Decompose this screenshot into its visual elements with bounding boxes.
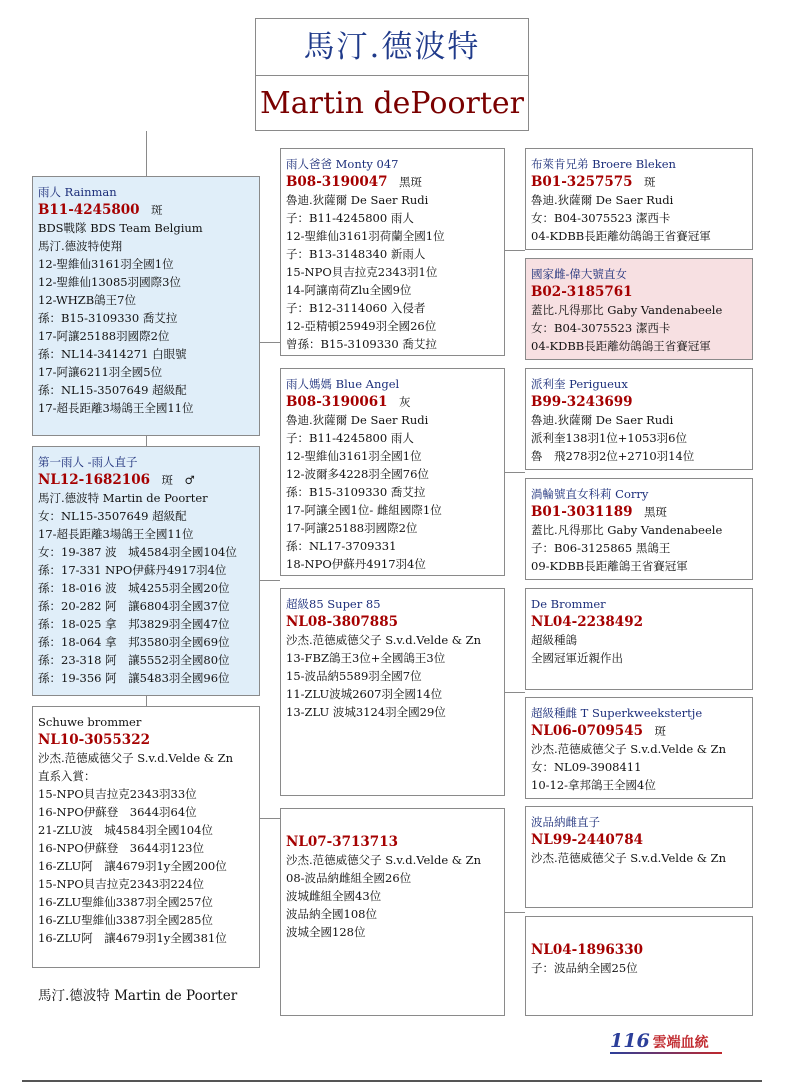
info-line: 孫：17-331 NPO伊蘇丹4917羽4位: [38, 563, 227, 577]
bird-name: 布萊肯兄弟 Broere Bleken: [531, 157, 676, 171]
info-line: 14-阿讓南荷Zlu全國9位: [286, 283, 412, 297]
info-line: 16-ZLU聖維仙3387羽全國285位: [38, 913, 213, 927]
info-line: 女：NL09-3908411: [531, 760, 642, 774]
logo-underline: [610, 1052, 722, 1054]
info-line: 孫：18-025 拿 邦3829羽全國47位: [38, 617, 230, 631]
ring-number: B99-3243699: [531, 394, 633, 410]
bird-name: 雨人 Rainman: [38, 185, 117, 199]
info-line: 蓋比.凡得那比 Gaby Vandenabeele: [531, 303, 723, 317]
pedigree-title: [255, 18, 529, 131]
info-line: 魯迪.狄薩爾 De Saer Rudi: [286, 193, 429, 207]
connector-line: [505, 912, 525, 913]
info-line: 孫：18-016 波 城4255羽全國20位: [38, 581, 230, 595]
ring-number: NL10-3055322: [38, 732, 150, 748]
info-line: 孫：23-318 阿 讓5552羽全國80位: [38, 653, 230, 667]
info-line: 曾孫：B15-3109330 喬艾拉: [286, 337, 437, 351]
ring-number: NL04-1896330: [531, 942, 643, 958]
dam-sire-box: [280, 588, 505, 796]
info-line: 13-ZLU 波城3124羽全國29位: [286, 705, 446, 719]
info-line: 16-NPO伊蘇登 3644羽64位: [38, 805, 197, 819]
info-line: 13-FBZ鴿王3位+全國鴿王3位: [286, 651, 446, 665]
sire-sire-box: [280, 148, 505, 356]
bird-name: 雨人媽媽 Blue Angel: [286, 377, 400, 391]
info-line: 16-NPO伊蘇登 3644羽123位: [38, 841, 204, 855]
title-chinese: 馬汀.德波特: [256, 19, 528, 76]
info-line: 魯 飛278羽2位+2710羽14位: [531, 449, 695, 463]
bird-name: Schuwe brommer: [38, 715, 142, 729]
ring-number: B02-3185761: [531, 284, 633, 300]
info-line: 魯迪.狄薩爾 De Saer Rudi: [531, 193, 674, 207]
info-line: 沙杰.范德威德父子 S.v.d.Velde & Zn: [531, 851, 727, 865]
info-line: 孫：18-064 拿 邦3580羽全國69位: [38, 635, 230, 649]
connector-line: [505, 472, 525, 473]
info-line: 18-NPO伊蘇丹4917羽4位: [286, 557, 426, 571]
info-line: BDS戰隊 BDS Team Belgium: [38, 221, 203, 235]
info-line: 沙杰.范德威德父子 S.v.d.Velde & Zn: [286, 633, 482, 647]
info-line: 17-超長距離3場鴿王全國11位: [38, 401, 194, 415]
info-line: 15-NPO貝吉拉克2343羽224位: [38, 877, 204, 891]
info-line: 女：B04-3075523 潔西卡: [531, 321, 671, 335]
info-line: 超級種鴿: [531, 633, 577, 647]
logo-number: 116: [610, 1030, 650, 1052]
dam-box: [32, 446, 260, 696]
info-line: 10-12-拿邦鴿王全國4位: [531, 778, 656, 792]
bird-name: 第一雨人 -雨人直子: [38, 455, 138, 469]
site-logo: [610, 1030, 709, 1058]
bird-name: 雨人爸爸 Monty 047: [286, 157, 399, 171]
info-line: 12-聖維仙13085羽國際3位: [38, 275, 181, 289]
dam-dam-box: [280, 808, 505, 1016]
dss-box: [525, 588, 753, 690]
info-line: 12-聖維仙3161羽全國1位: [38, 257, 174, 271]
bird-name: 波品納雌直子: [531, 815, 600, 829]
ring-number: NL04-2238492: [531, 614, 643, 630]
info-line: 15-NPO貝吉拉克2343羽33位: [38, 787, 197, 801]
ring-number: B01-3257575 斑: [531, 174, 656, 190]
info-line: 15-波品納5589羽全國7位: [286, 669, 422, 683]
info-line: 12-波爾多4228羽全國76位: [286, 467, 429, 481]
info-line: 魯迪.狄薩爾 De Saer Rudi: [286, 413, 429, 427]
ddd-box: [525, 916, 753, 1016]
connector-line: [260, 818, 280, 819]
sds-box: [525, 368, 753, 470]
bird-name: De Brommer: [531, 597, 606, 611]
ring-number: NL12-1682106 斑 ♂: [38, 472, 195, 488]
info-line: 魯迪.狄薩爾 De Saer Rudi: [531, 413, 674, 427]
info-line: 16-ZLU阿 讓4679羽1y全國381位: [38, 931, 227, 945]
connector-line: [146, 436, 147, 446]
info-line: 04-KDBB長距離幼鴿鴿王省賽冠軍: [531, 339, 711, 353]
connector-line: [505, 250, 525, 251]
ring-number: NL99-2440784: [531, 832, 643, 848]
bird-name: 派利奎 Perigueux: [531, 377, 628, 391]
info-line: 女：19-387 波 城4584羽全國104位: [38, 545, 237, 559]
info-line: 子：B12-3114060 入侵者: [286, 301, 426, 315]
bird-name: 超級種雌 T Superkweekstertje: [531, 706, 703, 720]
info-line: 孫：NL15-3507649 超級配: [38, 383, 187, 397]
sdd-box: [525, 478, 753, 580]
sire-dam-box: [280, 368, 505, 576]
info-line: 21-ZLU波 城4584羽全國104位: [38, 823, 213, 837]
ring-number: NL08-3807885: [286, 614, 398, 630]
info-line: 子：波品納全國25位: [531, 961, 638, 975]
bird-name: 超級85 Super 85: [286, 597, 381, 611]
info-line: 孫：B15-3109330 喬艾拉: [38, 311, 178, 325]
ssd-box: [525, 258, 753, 360]
info-line: 孫：NL14-3414271 白眼號: [38, 347, 187, 361]
info-line: 女：NL15-3507649 超級配: [38, 509, 187, 523]
connector-line: [146, 131, 147, 176]
info-line: 女：B04-3075523 潔西卡: [531, 211, 671, 225]
info-line: 子：B13-3148340 新雨人: [286, 247, 426, 261]
info-line: 波城雌組全國43位: [286, 889, 382, 903]
info-line: 波品納全國108位: [286, 907, 377, 921]
info-line: 17-超長距離3場鴿王全國11位: [38, 527, 194, 541]
info-line: 17-阿讓全國1位- 雌組國際1位: [286, 503, 442, 517]
sire-box: [32, 176, 260, 436]
dds-box: [525, 806, 753, 908]
info-line: 16-ZLU阿 讓4679羽1y全國200位: [38, 859, 227, 873]
bird-name: 國家雌-偉大號直女: [531, 267, 627, 281]
bird-name: 渦輪號直女科莉 Corry: [531, 487, 649, 501]
ring-number: B08-3190047 黑斑: [286, 174, 423, 190]
info-line: 08-波品納雌組全國26位: [286, 871, 412, 885]
connector-line: [146, 696, 147, 706]
info-line: 直系入賞：: [38, 769, 96, 783]
info-line: 蓋比.凡得那比 Gaby Vandenabeele: [531, 523, 723, 537]
connector-line: [260, 580, 280, 581]
info-line: 派利奎138羽1位+1053羽6位: [531, 431, 687, 445]
info-line: 馬汀.德波特 Martin de Poorter: [38, 491, 208, 505]
info-line: 12-WHZB鴿王7位: [38, 293, 136, 307]
info-line: 子：B06-3125865 黑鴿王: [531, 541, 671, 555]
info-line: 12-聖維仙3161羽全國1位: [286, 449, 422, 463]
ring-number: B08-3190061 灰: [286, 394, 411, 410]
info-line: 孫：20-282 阿 讓6804羽全國37位: [38, 599, 230, 613]
third-bird-box: [32, 706, 260, 968]
breeder-footer: 馬汀.德波特 Martin de Poorter: [38, 988, 238, 1004]
logo-text: 雲端血統: [652, 1035, 709, 1051]
ring-number: NL06-0709545 斑: [531, 723, 666, 739]
info-line: 17-阿讓25188羽國際2位: [38, 329, 170, 343]
info-line: 馬汀.德波特使翔: [38, 239, 123, 253]
info-line: 沙杰.范德威德父子 S.v.d.Velde & Zn: [531, 742, 727, 756]
info-line: 孫：19-356 阿 讓5483羽全國96位: [38, 671, 230, 685]
info-line: 子：B11-4245800 雨人: [286, 211, 414, 225]
info-line: 孫：NL17-3709331: [286, 539, 397, 553]
info-line: 12-聖維仙3161羽荷蘭全國1位: [286, 229, 445, 243]
info-line: 17-阿讓25188羽國際2位: [286, 521, 418, 535]
dsd-box: [525, 697, 753, 799]
info-line: 15-NPO貝吉拉克2343羽1位: [286, 265, 438, 279]
info-line: 全國冠軍近親作出: [531, 651, 623, 665]
info-line: 17-阿讓6211羽全國5位: [38, 365, 163, 379]
info-line: 子：B11-4245800 雨人: [286, 431, 414, 445]
connector-line: [260, 342, 280, 343]
bottom-divider: [22, 1080, 762, 1082]
title-english: Martin dePoorter: [260, 86, 524, 121]
ring-number: NL07-3713713: [286, 834, 398, 850]
ring-number: B01-3031189 黑斑: [531, 504, 668, 520]
info-line: 12-亞精頓25949羽全國26位: [286, 319, 437, 333]
info-line: 波城全國128位: [286, 925, 366, 939]
info-line: 16-ZLU聖維仙3387羽全國257位: [38, 895, 213, 909]
info-line: 沙杰.范德威德父子 S.v.d.Velde & Zn: [38, 751, 234, 765]
info-line: 09-KDBB長距離鴿王省賽冠軍: [531, 559, 688, 573]
info-line: 11-ZLU波城2607羽全國14位: [286, 687, 443, 701]
connector-line: [505, 692, 525, 693]
ring-number: B11-4245800 斑: [38, 202, 163, 218]
info-line: 孫：B15-3109330 喬艾拉: [286, 485, 426, 499]
info-line: 沙杰.范德威德父子 S.v.d.Velde & Zn: [286, 853, 482, 867]
sss-box: [525, 148, 753, 250]
info-line: 04-KDBB長距離幼鴿鴿王省賽冠軍: [531, 229, 711, 243]
